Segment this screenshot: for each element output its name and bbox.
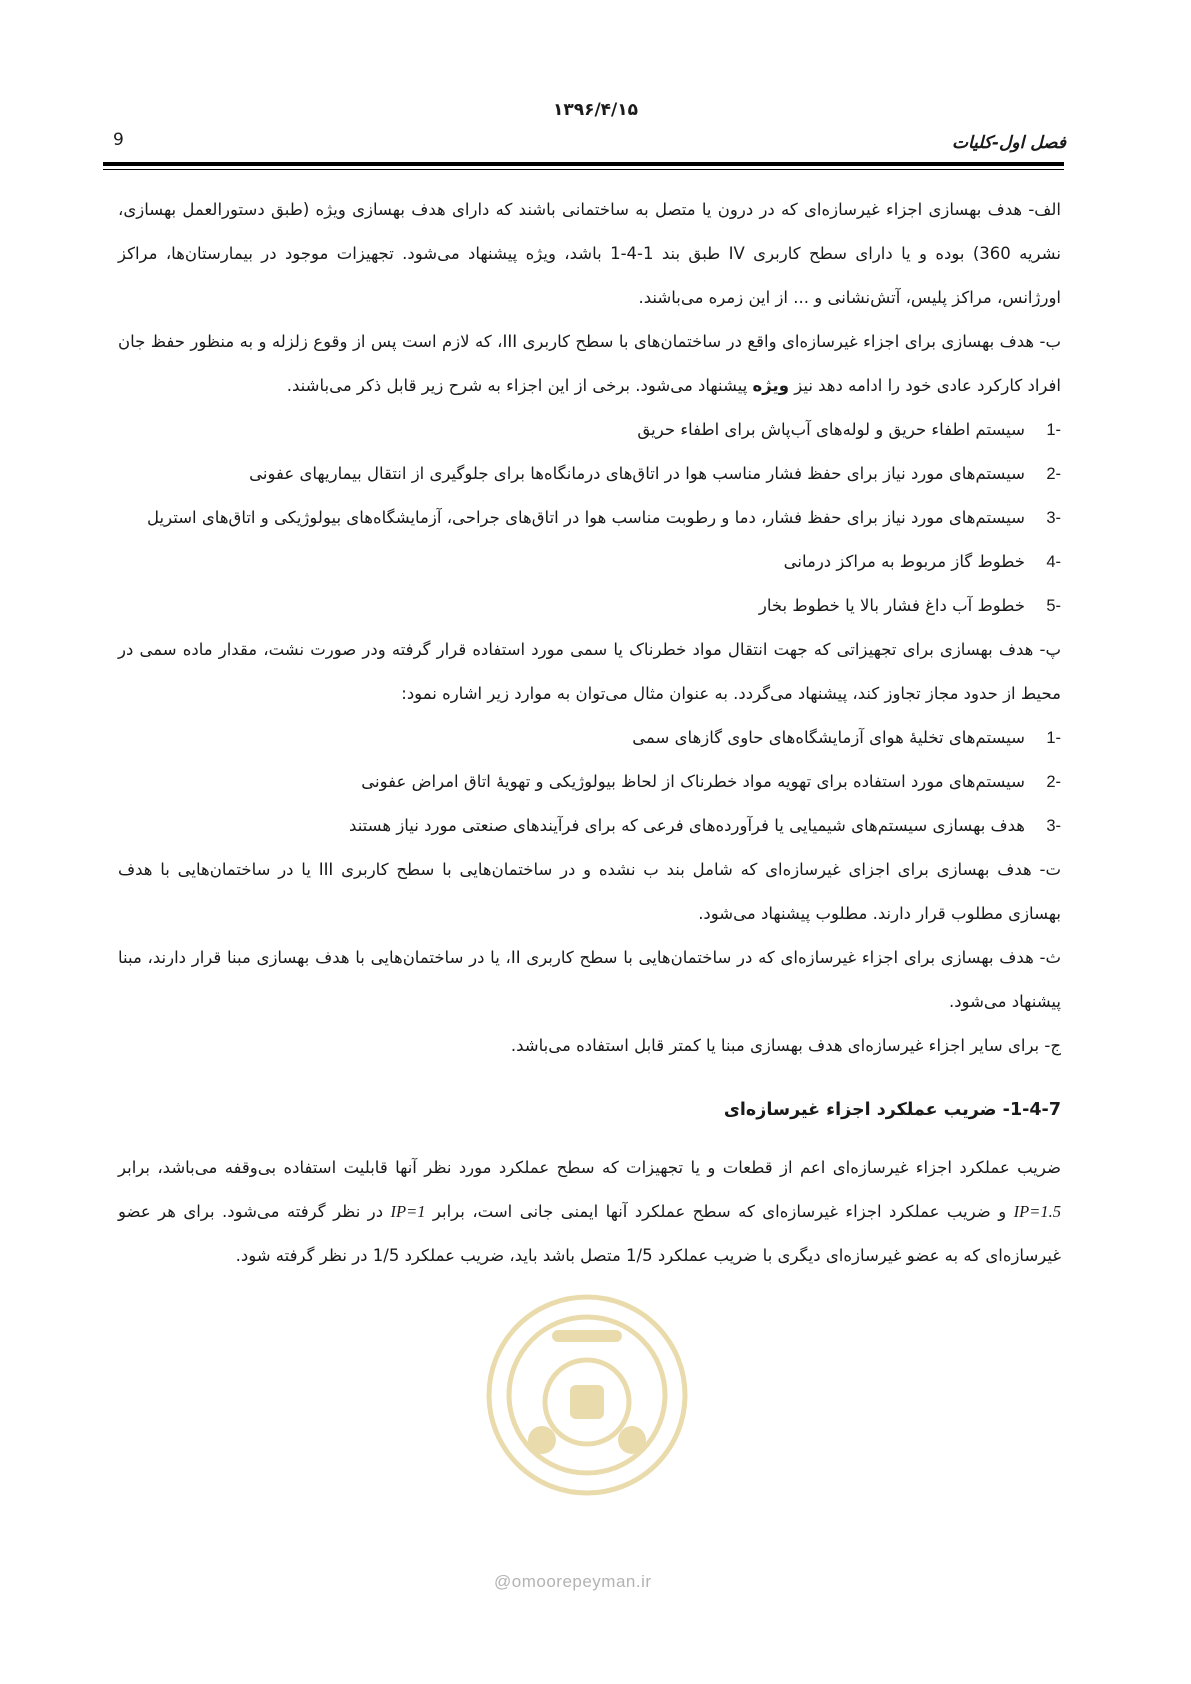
- list-item: [118, 452, 1061, 496]
- section-heading: 1-4-7- ضریب عملکرد اجزاء غیرسازه‌ای: [723, 1100, 1061, 1120]
- ip-symbol: IP: [390, 1202, 407, 1221]
- paragraph-alef: الف- هدف بهسازی اجزاء غیرسازه‌ای که در درون یا متصل به ساختمانی باشند که دارای هدف بهسازی ویژه (طبق دستورالعمل بهسازی، نشریه 360) بوده و یا دارای سطح کاربری IV طبق بند 1-4-1 باشد، ویژه پیشنهاد می‌شود. تجهیزات موجود در بیمارستان‌ها، مراکز اورژانس، مراکز پلیس، آتش‌نشانی و ... از این زمره می‌باشند.: [118, 200, 1061, 307]
- list-item: [118, 760, 1061, 804]
- header-rule-thin: [103, 169, 1064, 170]
- list-item-text: خطوط گاز مربوط به مراکز درمانی: [783, 552, 1025, 571]
- paragraph-jim: ج- برای سایر اجزاء غیرسازه‌ای هدف بهسازی مبنا یا کمتر قابل استفاده می‌باشد.: [510, 1036, 1061, 1055]
- watermark-url: @omoorepeyman.ir: [494, 1572, 652, 1591]
- list-item: [118, 584, 1061, 628]
- list-pe: [118, 716, 1061, 848]
- list-item-number: 3-: [1046, 817, 1061, 835]
- list-item: [118, 716, 1061, 760]
- list-item-number: 4-: [1046, 553, 1061, 571]
- list-item: [118, 804, 1061, 848]
- list-item: [118, 496, 1061, 540]
- header-rule-thick: [103, 162, 1064, 166]
- paragraph-be-text-2: پیشنهاد می‌شود. برخی از این اجزاء به شرح زیر قابل ذکر می‌باشند.: [286, 376, 748, 395]
- list-item-text: سیستم‌های تخلیۀ هوای آزمایشگاه‌های حاوی گازهای سمی: [632, 728, 1025, 747]
- chapter-title: فصل اول-کلیات: [951, 133, 1066, 153]
- section-text-2: و ضریب عملکرد اجزاء غیرسازه‌ای که سطح عملکرد آنها ایمنی جانی است، برابر: [432, 1202, 1007, 1221]
- list-item: [118, 540, 1061, 584]
- ip-symbol: IP: [1013, 1202, 1030, 1221]
- ip-formula-1: [1014, 1202, 1061, 1221]
- list-item-text: سیستم اطفاء حریق و لوله‌های آب‌پاش برای اطفاء حریق: [637, 420, 1025, 439]
- ip-value: =1.5: [1029, 1202, 1061, 1221]
- list-item-number: 5-: [1046, 597, 1061, 615]
- section-paragraph: [118, 1146, 1061, 1278]
- list-item-number: 2-: [1046, 773, 1061, 791]
- document-body: [118, 188, 1061, 1278]
- watermark-seal: [482, 1290, 692, 1500]
- list-be: [118, 408, 1061, 628]
- list-item-number: 1-: [1046, 421, 1061, 439]
- list-item-number: 2-: [1046, 465, 1061, 483]
- list-item: [118, 408, 1061, 452]
- section-text-1: ضریب عملکرد اجزاء غیرسازه‌ای اعم از قطعات و یا تجهیزات که سطح عملکرد مورد نظر آنها قابلیت استفاده بی‌وقفه می‌باشد، برابر: [118, 1158, 1061, 1177]
- page-date: ۱۳۹۶/۴/۱۵: [552, 100, 639, 120]
- paragraph-be-bold: ویژه: [752, 376, 790, 395]
- page-number: 9: [113, 130, 124, 150]
- paragraph-se: ث- هدف بهسازی برای اجزاء غیرسازه‌ای که در ساختمان‌هایی با سطح کاربری II، یا در ساختمان‌هایی با هدف بهسازی مبنا قرار دارند، مبنا پیشنهاد می‌شود.: [118, 948, 1061, 1011]
- section-text-3: در نظر گرفته می‌شود. برای هر عضو غیرسازه‌ای که به عضو غیرسازه‌ای دیگری با ضریب عملکرد 1/5 متصل باشد باید، ضریب عملکرد 1/5 در نظر گرفته شود.: [118, 1202, 1061, 1265]
- paragraph-be-text-1: ب- هدف بهسازی برای اجزاء غیرسازه‌ای واقع در ساختمان‌های با سطح کاربری III، که لازم است پس از وقوع زلزله و به منظور حفظ جان افراد کارکرد عادی خود را ادامه دهد نیز: [118, 332, 1061, 395]
- list-item-text: هدف بهسازی سیستم‌های شیمیایی یا فرآورده‌های فرعی که برای فرآیندهای صنعتی مورد نیاز هستند: [349, 816, 1025, 835]
- paragraph-be: [118, 320, 1061, 408]
- list-item-text: خطوط آب داغ فشار بالا یا خطوط بخار: [758, 596, 1025, 615]
- list-item-number: 3-: [1046, 509, 1061, 527]
- list-item-number: 1-: [1046, 729, 1061, 747]
- list-item-text: سیستم‌های مورد استفاده برای تهویه مواد خطرناک از لحاظ بیولوژیکی و تهویۀ اتاق امراض عفونی: [361, 772, 1025, 791]
- ip-value: =1: [406, 1202, 426, 1221]
- ip-formula-2: [391, 1202, 426, 1221]
- list-item-text: سیستم‌های مورد نیاز برای حفظ فشار مناسب هوا در اتاق‌های درمانگاه‌ها برای جلوگیری از انتقال بیماریهای عفونی: [249, 464, 1025, 483]
- paragraph-pe: پ- هدف بهسازی برای تجهیزاتی که جهت انتقال مواد خطرناک یا سمی مورد استفاده قرار گرفته ودر صورت نشت، مقدار ماده سمی در محیط از حدود مجاز تجاوز کند، پیشنهاد می‌گردد. به عنوان مثال می‌توان به موارد زیر اشاره نمود:: [118, 640, 1061, 703]
- list-item-text: سیستم‌های مورد نیاز برای حفظ فشار، دما و رطوبت مناسب هوا در اتاق‌های جراحی، آزمایشگاه‌های بیولوژیکی و اتاق‌های استریل: [147, 508, 1025, 527]
- paragraph-te: ت- هدف بهسازی برای اجزای غیرسازه‌ای که شامل بند ب نشده و در ساختمان‌هایی با سطح کاربری III یا در ساختمان‌هایی با هدف بهسازی مطلوب قرار دارند. مطلوب پیشنهاد می‌شود.: [118, 860, 1061, 923]
